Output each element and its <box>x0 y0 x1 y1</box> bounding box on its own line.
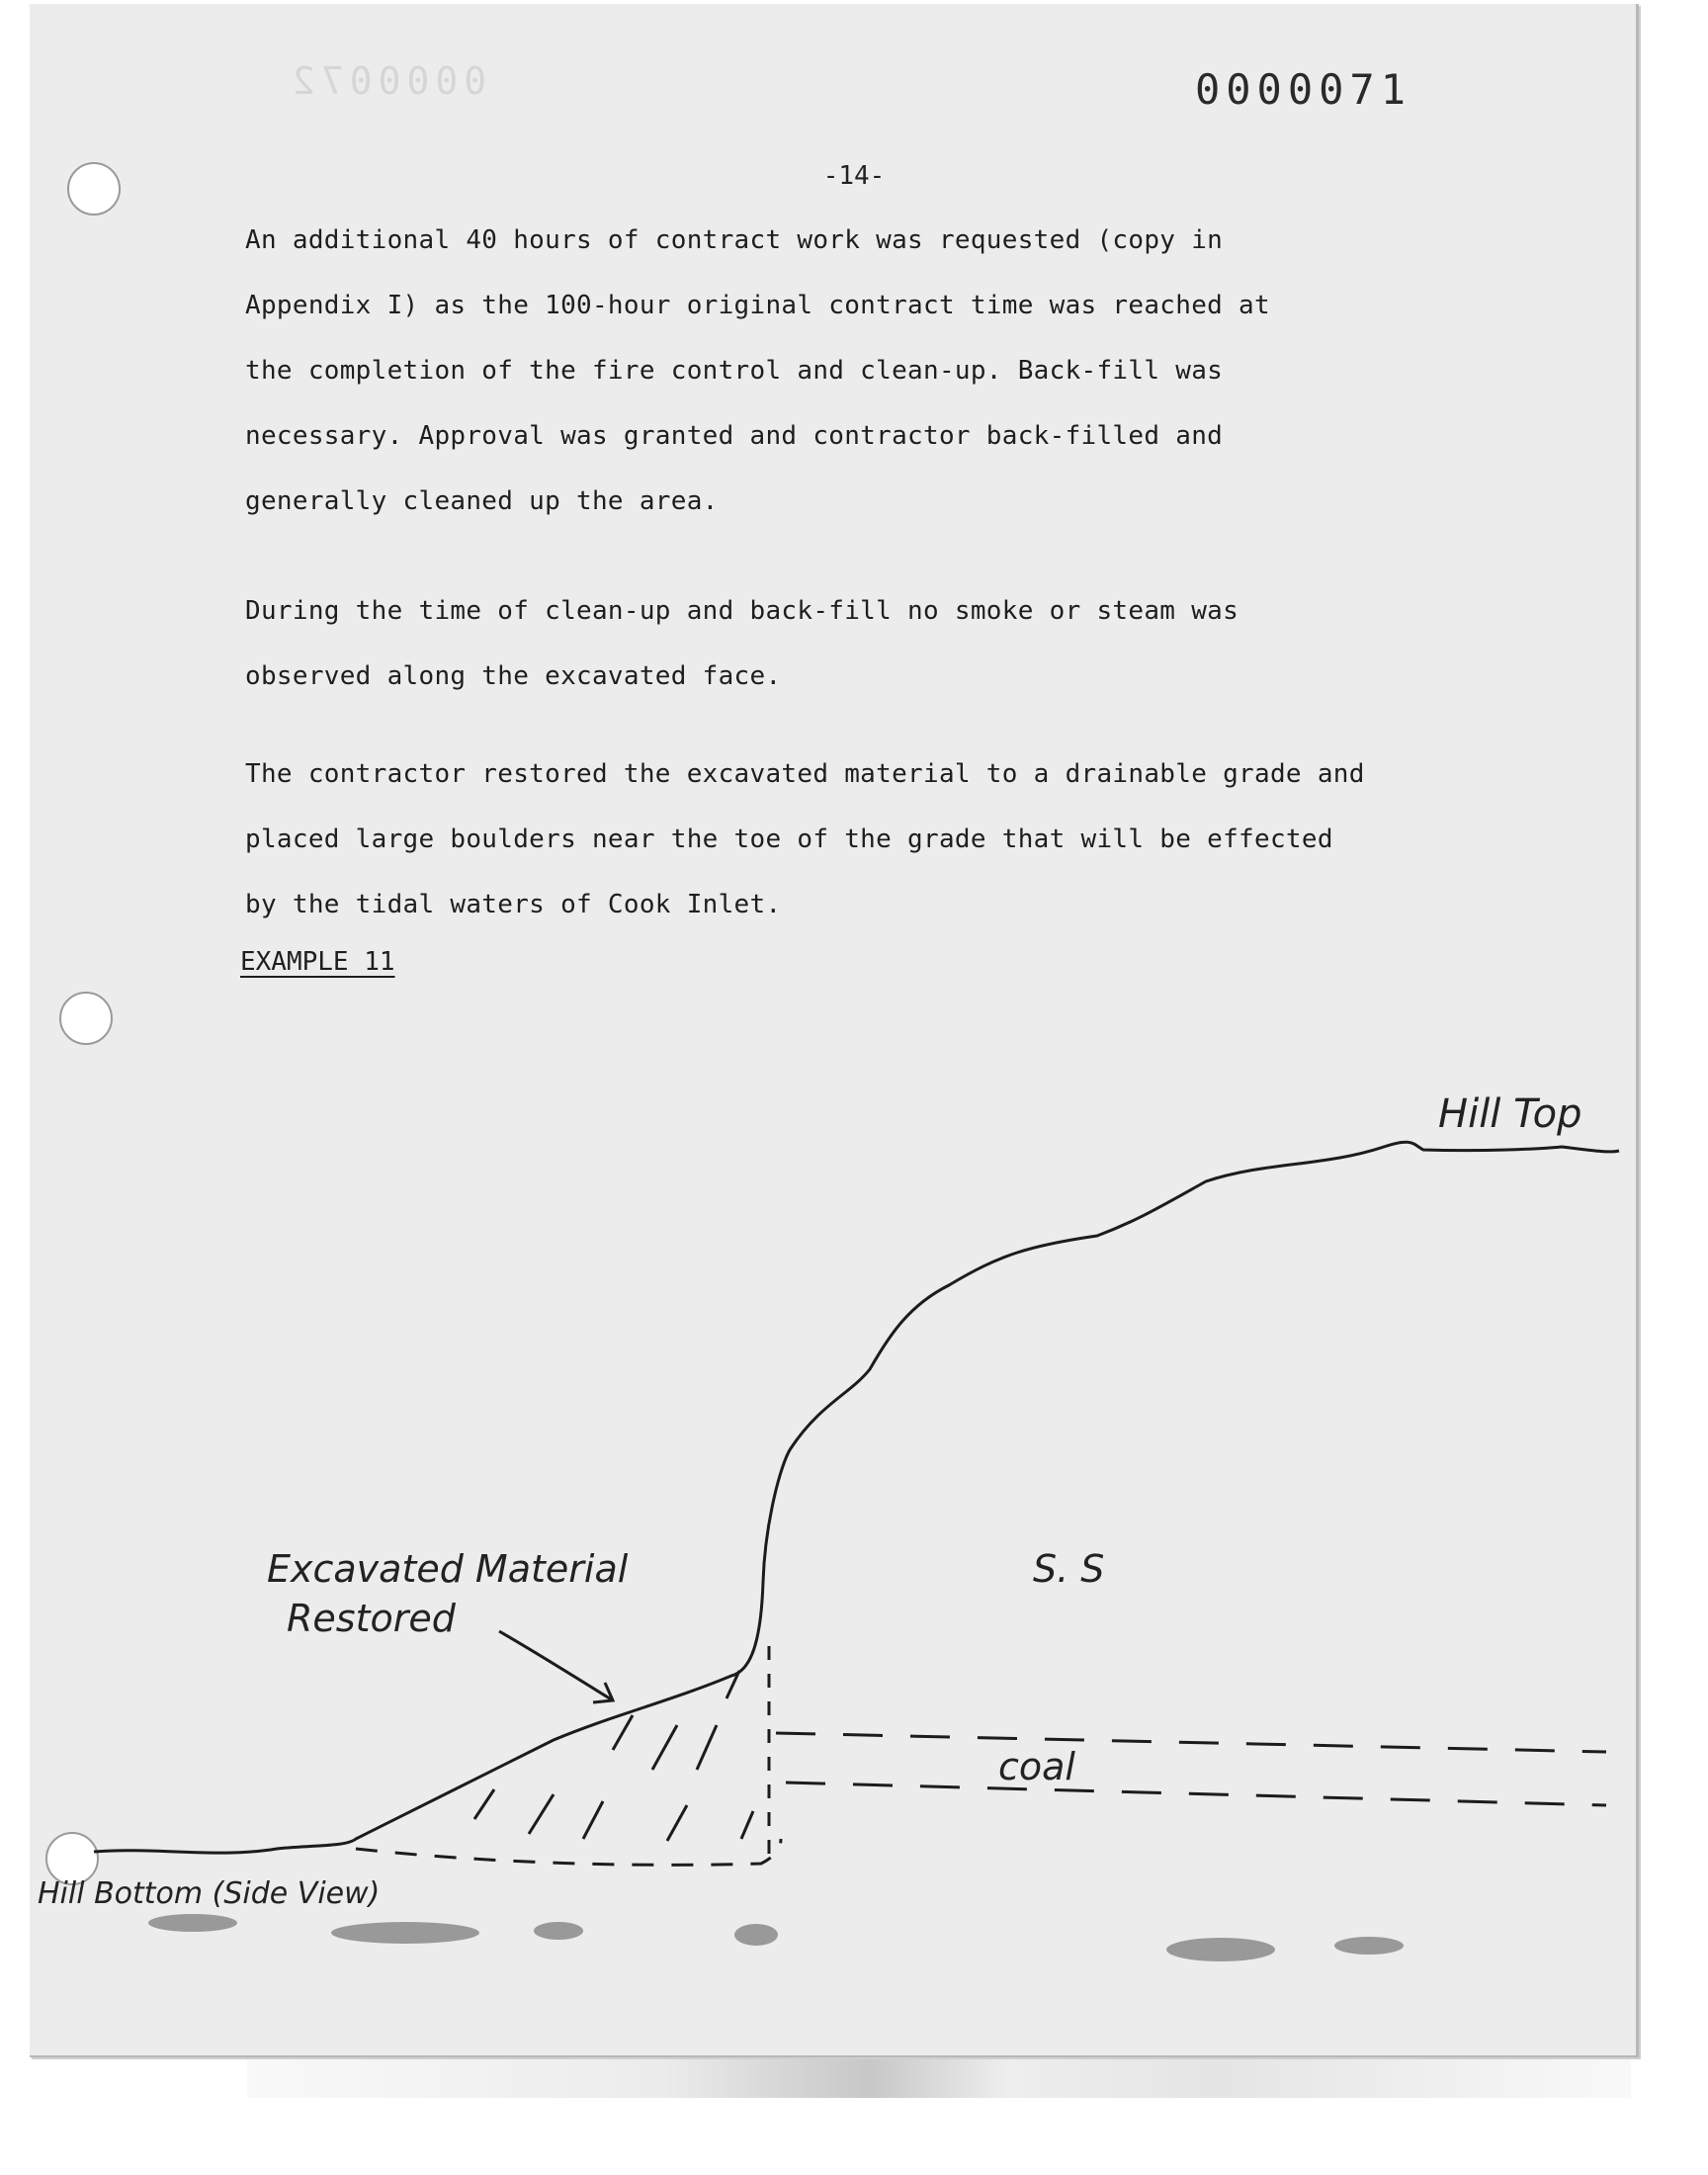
hill-top-label: Hill Top <box>1438 1091 1582 1137</box>
document-number: 0000071 <box>1194 65 1411 114</box>
coal-label: coal <box>998 1745 1075 1788</box>
restored-label: Restored <box>287 1597 456 1640</box>
restored-material-hatching <box>474 1671 753 1841</box>
annotation-arrow <box>499 1631 613 1700</box>
paragraph-3: The contractor restored the excavated material to a drainable grade and placed large boulders near the toe of the grade that will be effected by the tidal waters of Cook Inlet. <box>245 759 1365 919</box>
example-label: EXAMPLE 11 <box>240 947 395 977</box>
coal-seam-lines <box>776 1733 1606 1805</box>
page-number: -14- <box>822 161 886 191</box>
hill-bottom-label: Hill Bottom (Side View) <box>38 1876 381 1911</box>
excavated-material-label: Excavated Material <box>267 1547 629 1591</box>
paragraph-2: During the time of clean-up and back-fill no smoke or steam was observed along the excavated face. <box>245 596 1239 691</box>
bleed-through-number: 0000072 <box>287 59 487 103</box>
paragraph-1: An additional 40 hours of contract work was requested (copy in Appendix I) as the 100-hour original contract time was reached at the completion of the fire control and clean-up. Back-fill was necessary. Approval was granted and contractor back-filled and generally cleaned up the area. <box>245 225 1270 516</box>
sandstone-label: S. S <box>1033 1547 1105 1591</box>
excavation-boundary-bottom <box>356 1839 781 1865</box>
scan-smudges <box>148 1914 1404 1961</box>
